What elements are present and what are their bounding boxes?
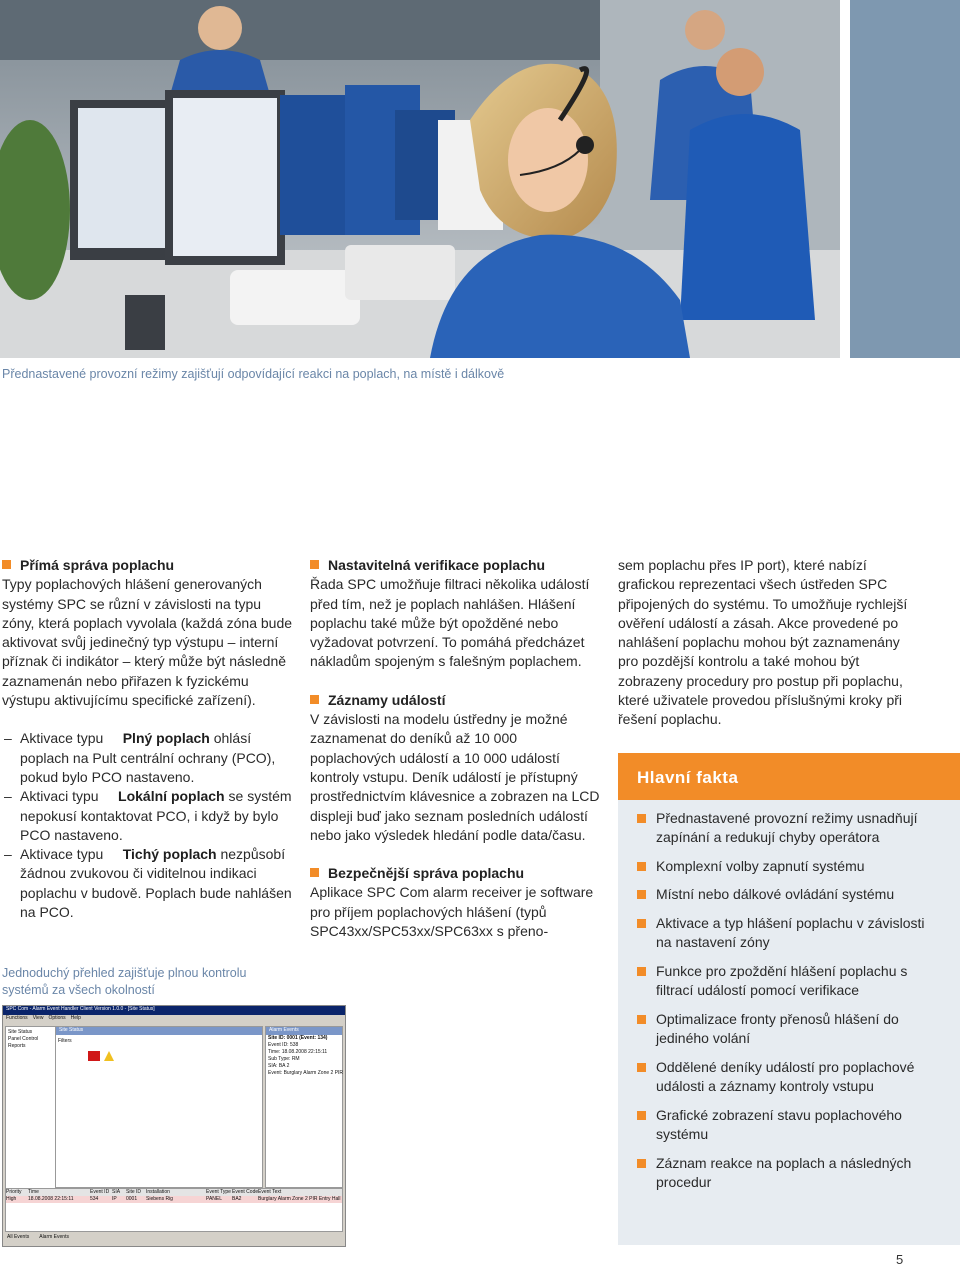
table-cell: 0001 bbox=[126, 1196, 138, 1202]
alarm-panel-title: Alarm Events bbox=[266, 1027, 342, 1035]
menu-item[interactable]: Functions bbox=[6, 1015, 28, 1021]
bullet-square-icon bbox=[637, 862, 646, 871]
alarm-type-list bbox=[2, 729, 294, 922]
alarm-line: Time: 18.08.2008 22:15:11 bbox=[268, 1049, 328, 1055]
key-facts-title: Hlavní fakta bbox=[637, 768, 739, 787]
table-cell: High bbox=[6, 1196, 17, 1202]
page-number: 5 bbox=[896, 1252, 904, 1267]
bullet-square-icon bbox=[310, 560, 319, 569]
key-facts-list bbox=[637, 809, 942, 1201]
site-alarm-tile[interactable] bbox=[88, 1051, 100, 1061]
section-body: V závislosti na modelu ústředny je možné zaznamenat do deníků až 10 000 poplachových událostí a 10 000 událostí kontroly vstupu. Deník událostí je přístupný prostřednictvím klávesnice a zobrazen na LCD displeji buď jako seznam posledních událostí nebo jako výsledek hledání podle data/času. bbox=[310, 711, 600, 843]
bullet-square-icon bbox=[310, 868, 319, 877]
section-heading: Přímá správa poplachu bbox=[2, 556, 294, 575]
tab-alarm-events[interactable]: Alarm Events bbox=[39, 1234, 69, 1240]
column-header[interactable]: Installation bbox=[146, 1189, 170, 1195]
table-cell: Burglary Alarm Zone 2 PIR Entry Hall bbox=[258, 1196, 341, 1202]
bullet-square-icon bbox=[637, 1111, 646, 1120]
column-header[interactable]: Time bbox=[28, 1189, 39, 1195]
column-header[interactable]: Event Type bbox=[206, 1189, 231, 1195]
table-cell: Siebens Rig bbox=[146, 1196, 173, 1202]
column-header[interactable]: Priority bbox=[6, 1189, 22, 1195]
hero-photo bbox=[0, 0, 840, 358]
alarm-line: Event ID: 538 bbox=[268, 1042, 299, 1048]
warning-icon bbox=[104, 1051, 114, 1061]
bullet-square-icon bbox=[310, 695, 319, 704]
section-body: Aplikace SPC Com alarm receiver je software pro příjem poplachových hlášení (typů SPC43xx/SPC53xx/SPC63xx s přeno- bbox=[310, 884, 594, 940]
table-cell: PANEL bbox=[206, 1196, 223, 1202]
column-1 bbox=[2, 556, 294, 922]
list-item: Oddělené deníky událostí pro poplachové události a záznamy kontroly vstupu bbox=[637, 1058, 942, 1097]
table-cell: IP bbox=[112, 1196, 117, 1202]
alarm-line: Site ID: 0001 (Event: 134) bbox=[268, 1035, 328, 1041]
list-item: Optimalizace fronty přenosů hlášení do jediného volání bbox=[637, 1010, 942, 1049]
column-2 bbox=[310, 556, 602, 941]
list-item: Funkce pro zpoždění hlášení poplachu s filtrací událostí pomocí verifikace bbox=[637, 962, 942, 1001]
section-safer-management bbox=[310, 864, 602, 941]
tab-all-events[interactable]: All Events bbox=[7, 1234, 30, 1240]
list-item: Aktivace a typ hlášení poplachu v závislosti na nastavení zóny bbox=[637, 914, 942, 953]
list-item: Komplexní volby zapnutí systému bbox=[637, 857, 942, 876]
section-heading: Nastavitelná verifikace poplachu bbox=[310, 556, 602, 575]
column-3 bbox=[618, 556, 908, 730]
list-item: – Aktivace typu Plný poplach ohlásí poplach na Pult centrální ochrany (PCO), pokud bylo PCO nastaveno. bbox=[2, 729, 294, 787]
screenshot-caption: Jednoduchý přehled zajišťuje plnou kontrolu systémů za všech okolností bbox=[2, 966, 247, 997]
table-header-row bbox=[6, 1189, 342, 1196]
menu-item[interactable]: View bbox=[32, 1015, 44, 1021]
panel-tab[interactable]: Site Status bbox=[56, 1027, 262, 1035]
list-item: – Aktivaci typu Lokální poplach se systém nepokusí kontaktovat PCO, i když by bylo PCO nastaveno. bbox=[2, 787, 294, 845]
bullet-square-icon bbox=[637, 967, 646, 976]
key-facts-header bbox=[618, 753, 960, 800]
tree-item[interactable]: Site Status bbox=[8, 1029, 33, 1035]
column-header[interactable]: Event Text bbox=[258, 1189, 282, 1195]
table-row[interactable] bbox=[6, 1196, 342, 1203]
photo-caption: Přednastavené provozní režimy zajišťují odpovídající reakci na poplach, na místě i dálkově bbox=[2, 367, 505, 381]
alarm-events-panel bbox=[265, 1026, 343, 1188]
list-item: Místní nebo dálkové ovládání systému bbox=[637, 885, 942, 904]
section-heading: Záznamy událostí bbox=[310, 691, 602, 710]
alarm-line: Event: Burglary Alarm Zone 2 PIR bbox=[268, 1070, 344, 1076]
bullet-square-icon bbox=[2, 560, 11, 569]
alarm-line: Sub Type: RM bbox=[268, 1056, 300, 1062]
section-body: Řada SPC umožňuje filtraci několika událostí před tím, než je poplach nahlášen. Hlášení poplachu také může být opožděné nebo vyžadovat potvrzení. To pomáhá předcházet nákladům spojeným s falešným poplachem. bbox=[310, 576, 590, 670]
section-body: sem poplachu přes IP port), které nabízí grafickou reprezentaci všech ústředen SPC připojených do systému. To umožňuje rychlejší ověření událostí a zásah. Akce provedené po nahlášení poplachu mohou být zaznamenány pro pozdější kontrolu a také mohou být zobrazeny procedury pro postup při poplachu, které uživatele provedou příslušnými kroky při řešení poplachu. bbox=[618, 557, 908, 728]
bullet-square-icon bbox=[637, 890, 646, 899]
bullet-square-icon bbox=[637, 1159, 646, 1168]
tree-panel bbox=[5, 1026, 57, 1192]
section-verification bbox=[310, 556, 602, 672]
section-event-logs bbox=[310, 691, 602, 845]
list-item: Grafické zobrazení stavu poplachového systému bbox=[637, 1106, 942, 1145]
list-item: Záznam reakce na poplach a následných procedur bbox=[637, 1154, 942, 1193]
software-screenshot bbox=[2, 1005, 346, 1247]
bullet-square-icon bbox=[637, 919, 646, 928]
bullet-square-icon bbox=[637, 1063, 646, 1072]
site-status-panel bbox=[55, 1026, 263, 1188]
list-item: – Aktivace typu Tichý poplach nezpůsobí žádnou zvukovou či viditelnou indikaci poplachu v budově. Poplach bude nahlášen na PCO. bbox=[2, 845, 294, 922]
menu-item[interactable]: Options bbox=[48, 1015, 66, 1021]
call-center-photo bbox=[0, 0, 840, 358]
column-header[interactable]: SIA bbox=[112, 1189, 121, 1195]
blue-side-strip bbox=[850, 0, 960, 358]
table-cell: 18.08.2008 22:15:11 bbox=[28, 1196, 74, 1202]
key-facts-box bbox=[618, 753, 960, 1245]
column-header[interactable]: Event Code bbox=[232, 1189, 259, 1195]
tree-item[interactable]: Panel Control bbox=[8, 1036, 39, 1042]
column-header[interactable]: Event ID bbox=[90, 1189, 110, 1195]
tree-item[interactable]: Reports bbox=[8, 1043, 26, 1049]
alarm-line: SIA: BA 2 bbox=[268, 1063, 290, 1069]
list-item: Přednastavené provozní režimy usnadňují zapínání a redukují chyby operátora bbox=[637, 809, 942, 848]
table-cell: 534 bbox=[90, 1196, 99, 1202]
menu-bar bbox=[3, 1015, 345, 1023]
bullet-square-icon bbox=[637, 1015, 646, 1024]
events-table bbox=[5, 1188, 343, 1232]
window-titlebar: SPC Com - Alarm Event Handler Client Version 1.0.0 - [Site Status] bbox=[3, 1006, 345, 1015]
column-header[interactable]: Site ID bbox=[126, 1189, 142, 1195]
section-heading: Bezpečnější správa poplachu bbox=[310, 864, 602, 883]
bottom-tabs bbox=[7, 1234, 69, 1241]
menu-item[interactable]: Help bbox=[70, 1015, 81, 1021]
filter-label: Filters bbox=[58, 1038, 72, 1044]
section-body: Typy poplachových hlášení generovaných systémy SPC se různí v závislosti na typu zóny, která poplach vyvolala (každá zóna bude aktivovat svůj jedinečný typ výstupu – interní příznak či indikátor – který může být následně zaznamenán nebo přiřazen k fyzickému výstupu aktivujícímu specifické zařízení). bbox=[2, 576, 293, 709]
bullet-square-icon bbox=[637, 814, 646, 823]
table-cell: BA2 bbox=[232, 1196, 242, 1202]
